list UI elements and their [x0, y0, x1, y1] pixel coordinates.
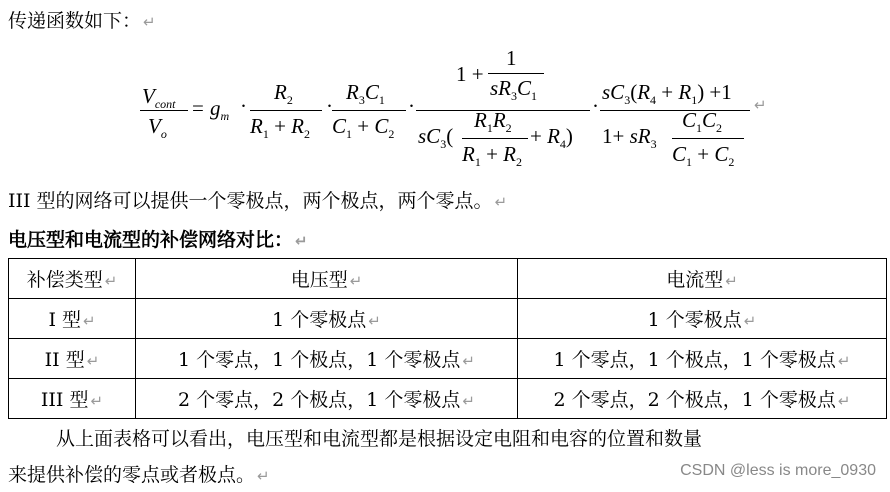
conclusion-line-2: 来提供补偿的零点或者极点。 ↵: [8, 464, 270, 486]
table-row: [9, 339, 887, 379]
table-cell: III 型 ↵: [9, 379, 136, 419]
table-row: [9, 299, 887, 339]
table-cell: 1 个零点，1 个极点，1 个零极点 ↵: [136, 339, 518, 379]
return-mark-icon: ↵: [257, 467, 270, 485]
gm-term: $g_m$: [210, 96, 230, 124]
table-cell: 2 个零点，2 个极点，1 个零极点 ↵: [518, 379, 887, 419]
network-description: III 型的网络可以提供一个零极点，两个极点，两个零点。 ↵: [8, 190, 508, 212]
table-cell: 1 个零极点 ↵: [518, 299, 887, 339]
csdn-watermark: CSDN @less is more_0930: [680, 462, 876, 479]
table-cell: II 型 ↵: [9, 339, 136, 379]
table-cell: I 型 ↵: [9, 299, 136, 339]
table-header-cell: 电流型 ↵: [518, 259, 887, 299]
lhs-numerator: $V_{cont}$: [142, 84, 176, 112]
return-mark-icon: ↵: [295, 232, 308, 250]
table-header-cell: 电压型 ↵: [136, 259, 518, 299]
table-header-cell: 补偿类型 ↵: [9, 259, 136, 299]
comparison-heading: 电压型和电流型的补偿网络对比： ↵: [8, 229, 308, 251]
compensation-comparison-table: [8, 258, 887, 419]
table-cell: 1 个零点，1 个极点，1 个零极点 ↵: [518, 339, 887, 379]
return-mark-icon: ↵: [143, 13, 156, 31]
table-header-row: [9, 259, 887, 299]
formula-return-icon: ↵: [754, 96, 767, 114]
table-cell: 1 个零极点 ↵: [136, 299, 518, 339]
return-mark-icon: ↵: [494, 193, 508, 211]
lhs-denominator: $V_o$: [148, 114, 167, 142]
intro-text: 传递函数如下： ↵: [8, 10, 156, 32]
conclusion-line-1: 从上面表格可以看出，电压型和电流型都是根据设定电阻和电容的位置和数量: [56, 428, 703, 450]
table-cell: 2 个零点，2 个极点，1 个零极点 ↵: [136, 379, 518, 419]
transfer-function-formula: $V_{cont}$ $V_o$ = $g_m$ · $R_2$ $R_1 + R_2$ · $R_3C_1$ $C_1 + C_2$ · 1 + 1 $sR_3C_1$ $sC_3$( $R_1R_2$ $R_1 + R_2$ + $R_4$) · $sC_3(R_4 + R_1) +1$ $1+ sR_3$ $C_1C_2$ $C_1 + C_2$ ↵: [142, 46, 767, 170]
table-row: [9, 379, 887, 419]
